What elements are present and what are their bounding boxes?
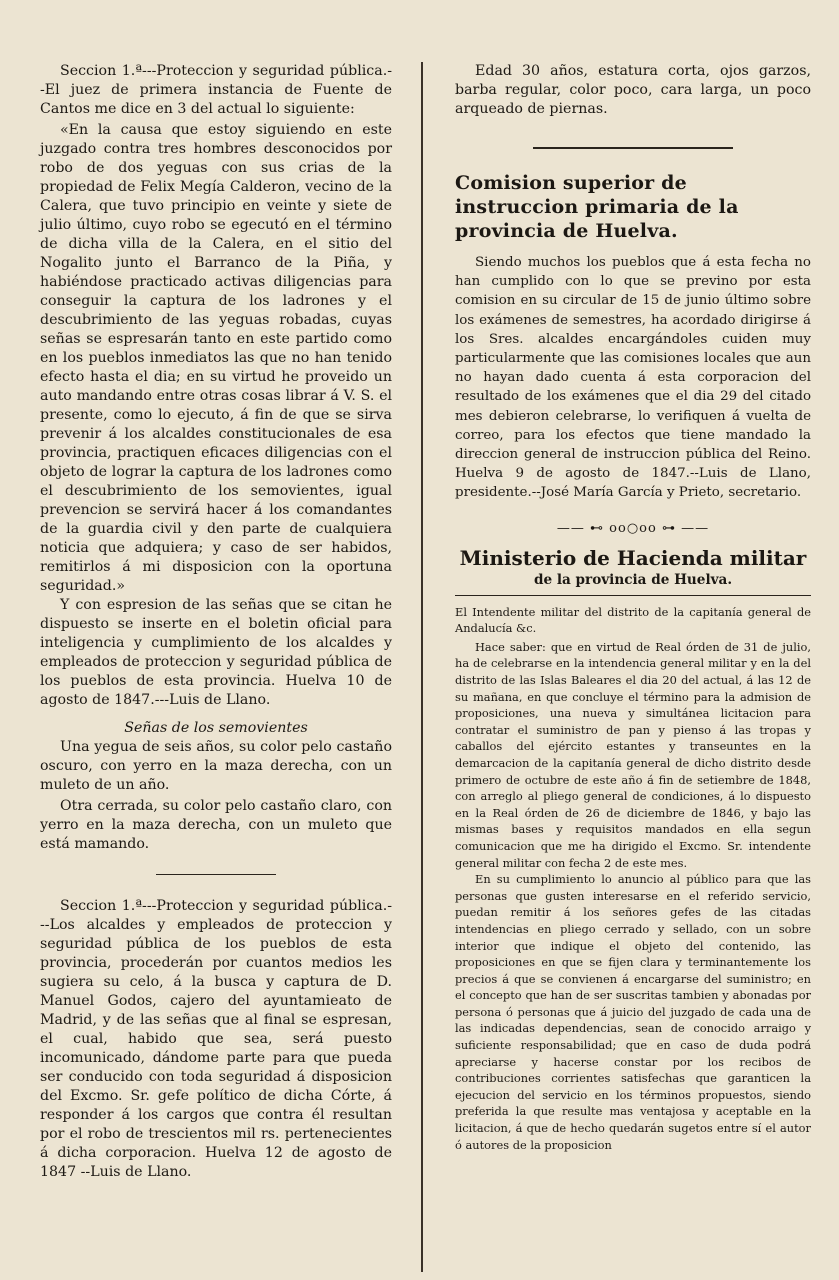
cumplimiento-para: En su cumplimiento lo anuncio al público para que las personas que gusten interesarse en el referido servicio, puedan remitir á los señores gefes de las citadas intendencias en pliego cerrado y sellado, con un sobre interior que indique el objeto del contenido, las proposiciones en que se fijen clara y terminantemente los precios á que se convienen á encargarse del suministro; en el concepto que han de ser suscritas tambien y abonadas por persona ó personas que á juicio del juzgado de cada una de las indicadas dependencias, sean de conocido arraigo y suficiente responsabilidad; que en caso de duda podrá apreciarse y hacerse constar por los recibos de contribuciones corrientes satisfechas que garanticen la ejecucion del servicio en los términos propuestos, siendo preferida la que resulte mas ventajosa y aceptable en la licitacion, á que de hecho quedarán sugetos entre sí el autor ó autores de la proposicion xyxy=(455,872,811,1152)
court-quote-para: «En la causa que estoy siguiendo en este juzgado contra tres hombres desconocidos por robo de dos yeguas con sus crias de la propiedad de Felix Megía Calderon, vecino de la Calera, que tuvo principio en veinte y siete de julio último, cuyo robo se egecutó en el término de dicha villa de la Calera, en el sitio del Nogalito junto el Barranco de la Piña, y habiéndose practicado activas diligencias para conseguir la captura de los ladrones y el descubrimiento de las yeguas robadas, cuyas señas se espresarán tanto en este partido como en los pueblos inmediatos las que no han tenido efecto hasta el dia; en su virtud he proveido un auto mandando entre otras cosas librar á V. S. el presente, como lo ejecuto, á fin de que se sirva prevenir á los alcaldes constitucionales de esa provincia, practiquen eficaces diligencias con el objeto de lograr la captura de los ladrones como el descubrimiento de los semovientes, igual prevencion se servirá hacer á los comandantes de la guardia civil y den parte de cualquiera noticia que adquiera; y caso de ser habidos, remitirlos á mi disposicion con la oportuna seguridad.» xyxy=(40,122,392,594)
section-rule xyxy=(455,595,811,596)
ornament-divider: —— ⊷ oo○oo ⊶ —— xyxy=(556,520,710,536)
right-column xyxy=(455,62,811,1153)
section-heading-para: Seccion 1.ª---Proteccion y seguridad pública.--El juez de primera instancia de Fuente de Cantos me dice en 3 del actual lo siguiente: xyxy=(40,63,392,117)
ministerio-title: Ministerio de Hacienda militar xyxy=(459,545,807,570)
section-rule xyxy=(156,874,276,875)
sign-item: Una yegua de seis años, su color pelo castaño oscuro, con yerro en la maza derecha, con un muleto de un año. xyxy=(40,739,392,793)
left-column xyxy=(40,62,392,1182)
comision-body: Siendo muchos los pueblos que á esta fecha no han cumplido con lo que se previno por esta comision en su circular de 15 de junio último sobre los exámenes de semestres, ha acordado dirigirse á los Sres. alcaldes encargándoles cuiden muy particularmente que las comisiones locales que aun no hayan dado cuenta á esta corporacion del resultado de los exámenes que el dia 29 del citado mes debieron celebrarse, lo verifiquen á vuelta de correo, para los efectos que tiene mandado la direccion general de instruccion pública del Reino. Huelva 9 de agosto de 1847.--Luis de Llano, presidente.--José María García y Prieto, secretario. xyxy=(455,255,811,501)
hace-saber-para: Hace saber: que en virtud de Real órden de 31 de julio, ha de celebrarse en la intendencia general militar y en la del distrito de las Islas Baleares el dia 20 del actual, á las 12 de su mañana, en que concluye el término para la admision de proposiciones, una nueva y simultánea licitacion para contratar el suministro de pan y pienso á las tropas y caballos del ejército estantes y transeuntes en la demarcacion de la capitanía general de dicho distrito desde primero de octubre de este año á fin de setiembre de 1848, con arreglo al pliego general de condiciones, á lo dispuesto en la Real órden de 26 de diciembre de 1846, y bajo las mismas bases y requisitos mandados en ella segun comunicacion que me ha dirigido el Excmo. Sr. intendente general militar con fecha 2 de este mes. xyxy=(455,639,811,870)
ministerio-subtitle: de la provincia de Huelva. xyxy=(533,571,733,588)
column-divider xyxy=(421,62,423,1272)
comision-title: Comision superior de instruccion primaria de la provincia de Huelva. xyxy=(455,172,739,242)
description-continuation: Edad 30 años, estatura corta, ojos garzos, barba regular, color poco, cara larga, un poco arqueado de piernas. xyxy=(455,63,811,117)
capture-order-para: Seccion 1.ª---Proteccion y seguridad pública.---Los alcaldes y empleados de proteccion y seguridad pública de los pueblos de esta provincia, procederán por cuantos medios les sugiera su celo, á la busca y captura de D. Manuel Godos, cajero del ayuntamieato de Madrid, y de las señas que al final se espresan, el cual, habido que sea, será puesto incomunicado, dándome parte para que pueda ser conducido con toda seguridad á disposicion del Excmo. Sr. gefe político de dicha Córte, á responder á los cargos que contra él resultan por el robo de trescientos mil rs. pertenecientes á dicha corporacion. Huelva 12 de agosto de 1847 --Luis de Llano. xyxy=(40,898,392,1180)
signs-title: Señas de los semovientes xyxy=(124,720,308,736)
section-rule xyxy=(533,147,733,149)
order-para: Y con espresion de las señas que se citan he dispuesto se inserte en el boletin oficial para inteligencia y cumplimiento de los alcaldes y empleados de proteccion y seguridad pública de los pueblos de esta provincia. Huelva 10 de agosto de 1847.---Luis de Llano. xyxy=(40,597,392,708)
intendente-para: El Intendente militar del distrito de la capitanía general de Andalucía &c. xyxy=(455,604,811,636)
sign-item: Otra cerrada, su color pelo castaño claro, con yerro en la maza derecha, con un muleto que está mamando. xyxy=(40,798,392,852)
